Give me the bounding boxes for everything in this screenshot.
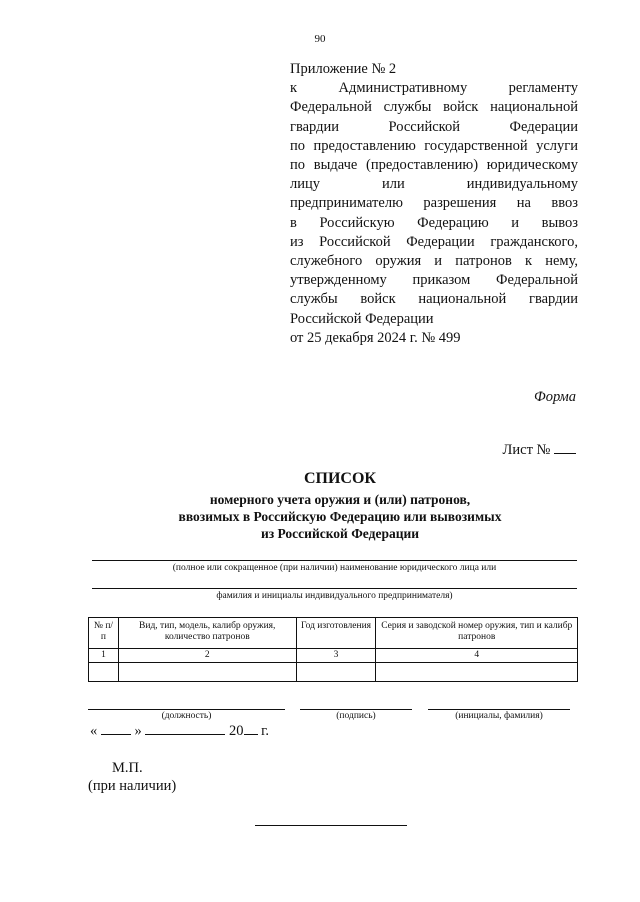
- appendix-line: гвардии Российской Федерации: [290, 118, 578, 135]
- sheet-number: [503, 441, 576, 459]
- bottom-divider: [255, 825, 407, 826]
- table-cell: 3: [296, 649, 376, 663]
- table-cell: 1: [89, 649, 119, 663]
- date-year-blank: [244, 722, 258, 735]
- table-header-cell: № п/п: [89, 618, 119, 649]
- table-header-cell: Серия и заводской номер оружия, тип и калибр патронов: [376, 618, 578, 649]
- appendix-line: Федеральной службы войск национальной: [290, 99, 578, 116]
- document-title: СПИСОК: [303, 470, 377, 487]
- position-caption: (должность): [161, 711, 212, 721]
- appendix-line: от 25 декабря 2024 г. № 499: [290, 329, 461, 346]
- table-number-row: [89, 649, 578, 663]
- appendix-line: по выдаче (предоставлению) юридическому: [290, 157, 578, 174]
- date-open-quote: «: [90, 723, 98, 739]
- signature-line: [300, 709, 412, 710]
- appendix-line: утвержденному приказом Федеральной: [290, 272, 578, 289]
- date-year-suffix: г.: [261, 723, 270, 739]
- weapons-table: [88, 617, 578, 682]
- appendix-line: в Российскую Федерацию и вывоз: [290, 214, 578, 231]
- table-cell: [118, 663, 296, 682]
- table-cell: [296, 663, 376, 682]
- sheet-label: Лист №: [502, 442, 551, 458]
- appendix-line: Приложение № 2: [290, 61, 397, 77]
- stamp-note: (при наличии): [88, 778, 177, 794]
- appendix-line: лицу или индивидуальному: [290, 176, 578, 193]
- stamp-label: М.П.: [112, 760, 143, 776]
- subtitle-line: из Российской Федерации: [260, 526, 420, 541]
- table-header-cell: Вид, тип, модель, калибр оружия, количество патронов: [118, 618, 296, 649]
- appendix-line: службы войск национальной гвардии: [290, 291, 578, 308]
- appendix-line: Российской Федерации: [290, 310, 434, 327]
- position-line: [88, 709, 285, 710]
- date-line: [90, 722, 269, 740]
- appendix-line: из Российской Федерации гражданского,: [290, 233, 578, 250]
- sheet-number-blank: [554, 441, 576, 454]
- table-header-cell: Год изготовления: [296, 618, 376, 649]
- table-cell: 2: [118, 649, 296, 663]
- appendix-line: предпринимателю разрешения на ввоз: [290, 195, 578, 212]
- table-row: [89, 663, 578, 682]
- org-name-line: [92, 560, 577, 561]
- name-line: [428, 709, 570, 710]
- person-name-line: [92, 588, 577, 589]
- appendix-header: [290, 60, 578, 348]
- person-name-caption: фамилия и инициалы индивидуального предпринимателя): [216, 591, 453, 601]
- org-name-caption: (полное или сокращенное (при наличии) наименование юридического лица или: [172, 563, 497, 573]
- appendix-line: к Административному регламенту: [290, 80, 578, 97]
- table-cell: [89, 663, 119, 682]
- appendix-line: по предоставлению государственной услуги: [290, 137, 578, 154]
- date-day-blank: [101, 722, 131, 735]
- table-cell: 4: [376, 649, 578, 663]
- date-year-prefix: 20: [229, 723, 244, 739]
- table-header-row: [89, 618, 578, 649]
- document-subtitle: [0, 491, 640, 542]
- appendix-line: служебного оружия и патронов к нему,: [290, 253, 578, 270]
- subtitle-line: номерного учета оружия и (или) патронов,: [209, 492, 471, 507]
- subtitle-line: ввозимых в Российскую Федерацию или вывозимых: [178, 509, 502, 524]
- form-label: Форма: [534, 389, 576, 405]
- signature-caption: (подпись): [336, 711, 376, 721]
- name-caption: (инициалы, фамилия): [455, 711, 543, 721]
- date-close-quote: »: [134, 723, 142, 739]
- page-number: 90: [314, 33, 326, 45]
- date-month-blank: [145, 722, 225, 735]
- table-cell: [376, 663, 578, 682]
